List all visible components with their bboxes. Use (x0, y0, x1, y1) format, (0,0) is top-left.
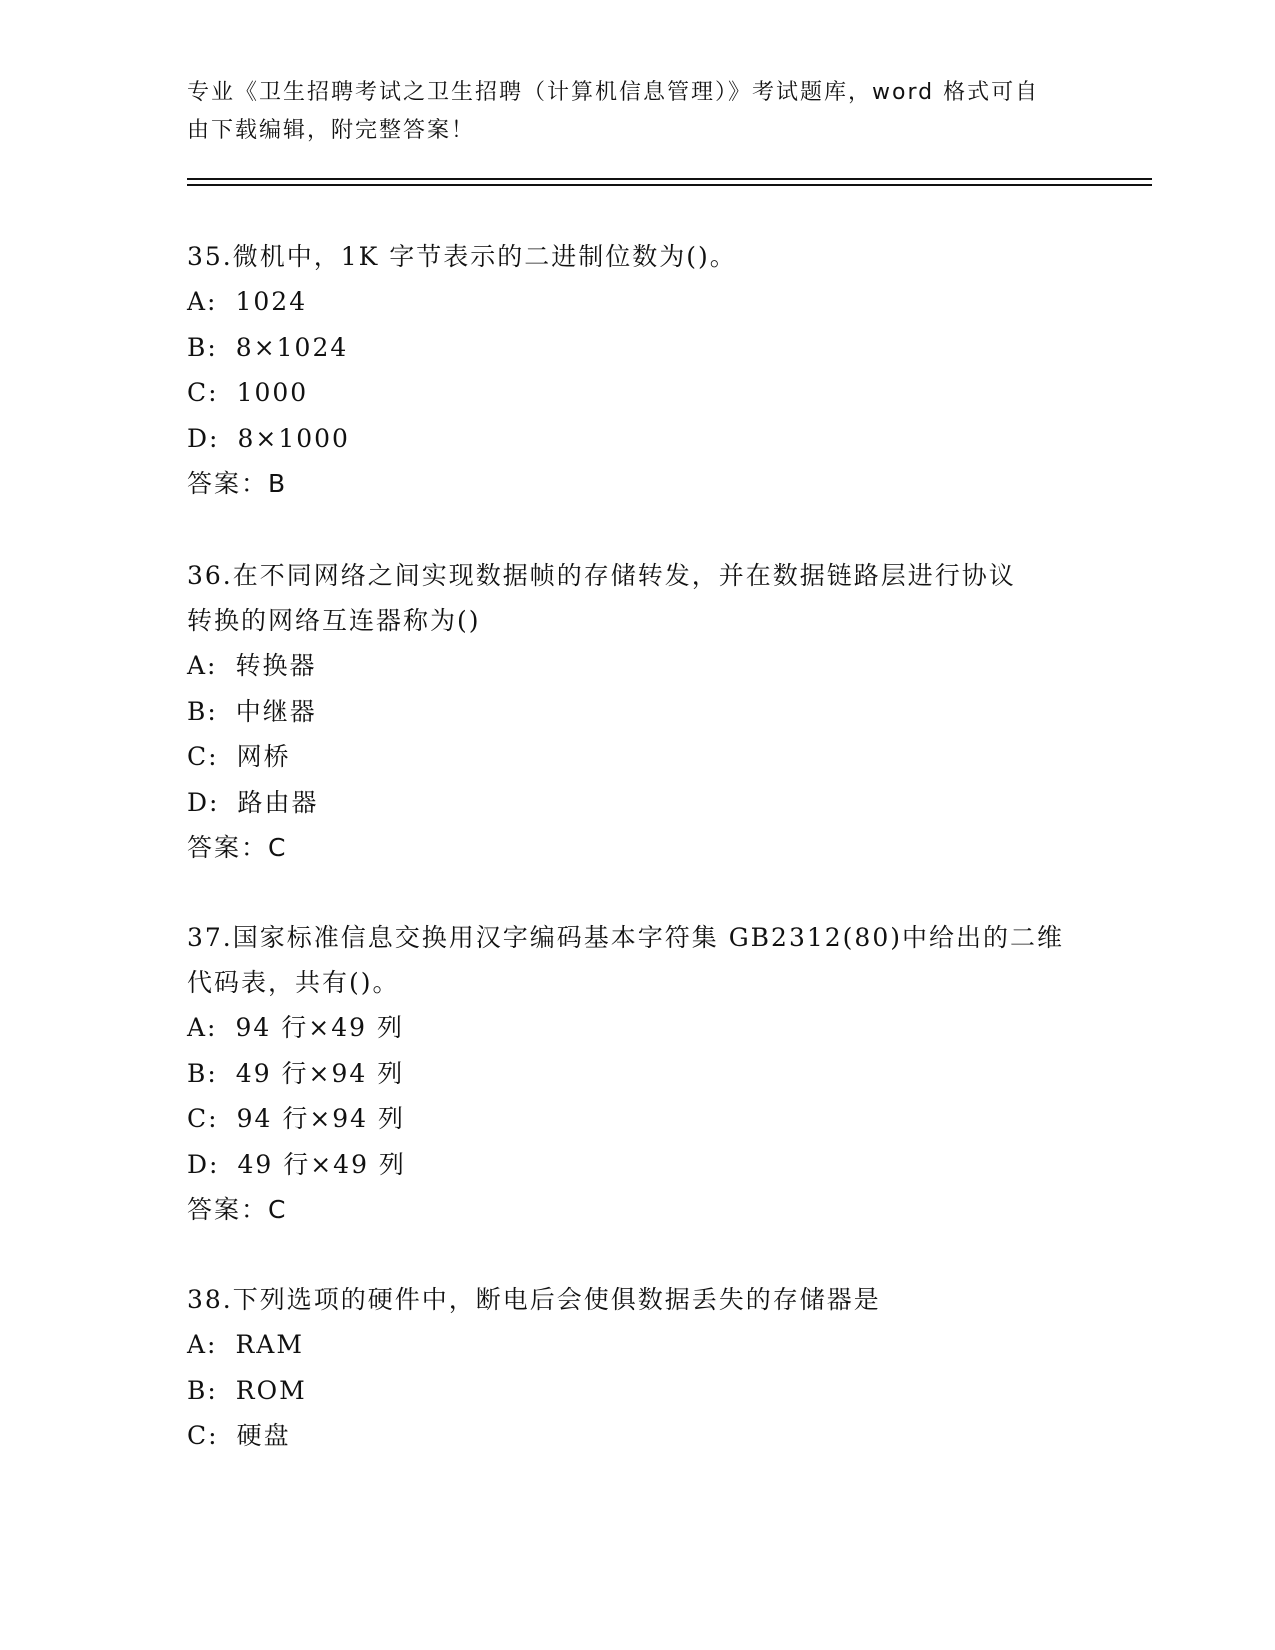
option-letter: A: (187, 651, 218, 680)
option-text: 1024 (235, 287, 308, 316)
header-rule-bottom (187, 184, 1152, 186)
option-letter: C: (187, 1104, 219, 1133)
option-text: 8×1000 (237, 423, 350, 453)
question-37 (187, 915, 1087, 1232)
option-a (187, 1322, 1087, 1368)
option-text: 1000 (236, 378, 309, 407)
option-text: 路由器 (237, 787, 319, 817)
option-c (187, 734, 1087, 780)
answer-key: 答案：C (187, 1195, 288, 1224)
option-letter: B: (187, 696, 218, 726)
question-35 (187, 234, 1087, 506)
document-header (187, 74, 1067, 150)
option-d (187, 1142, 1087, 1188)
option-text: 转换器 (235, 651, 317, 680)
option-c (187, 1413, 1087, 1459)
option-letter: A: (187, 287, 218, 316)
option-letter: A: (187, 1330, 218, 1359)
option-text: 49 行×49 列 (237, 1149, 406, 1179)
option-b (187, 689, 1087, 735)
option-a (187, 643, 1087, 689)
option-text: 49 行×94 列 (235, 1058, 405, 1088)
option-text: 硬盘 (236, 1421, 291, 1450)
option-c (187, 370, 1087, 416)
question-text: 36.在不同网络之间实现数据帧的存储转发，并在数据链路层进行协议 (187, 561, 1016, 590)
option-b (187, 325, 1087, 371)
option-c (187, 1096, 1087, 1142)
answer-key: 答案：B (187, 469, 288, 498)
option-letter: C: (187, 1421, 219, 1450)
header-line-1: 专业《卫生招聘考试之卫生招聘（计算机信息管理）》考试题库，word 格式可自 (187, 80, 1040, 105)
question-text-continued: 代码表，共有()。 (187, 968, 400, 997)
option-d (187, 780, 1087, 826)
option-b (187, 1051, 1087, 1097)
option-letter: B: (187, 1058, 218, 1088)
option-text: 94 行×94 列 (236, 1104, 406, 1133)
question-36 (187, 553, 1087, 870)
option-a (187, 279, 1087, 325)
option-a (187, 1005, 1087, 1051)
question-text: 35.微机中，1K 字节表示的二进制位数为()。 (187, 242, 737, 271)
option-letter: D: (187, 423, 220, 453)
header-line-2: 由下载编辑，附完整答案！ (187, 118, 476, 143)
question-text: 38.下列选项的硬件中，断电后会使俱数据丢失的存储器是 (187, 1285, 881, 1314)
option-letter: B: (187, 1375, 218, 1405)
question-text: 37.国家标准信息交换用汉字编码基本字符集 GB2312(80)中给出的二维 (187, 923, 1064, 952)
answer-key: 答案：C (187, 833, 288, 862)
option-letter: C: (187, 742, 219, 771)
option-letter: B: (187, 332, 218, 362)
option-letter: A: (187, 1013, 218, 1042)
option-b (187, 1368, 1087, 1414)
option-letter: D: (187, 787, 220, 817)
option-text: ROM (235, 1375, 307, 1405)
option-text: 8×1024 (235, 332, 349, 362)
option-letter: D: (187, 1149, 220, 1179)
question-38 (187, 1277, 1087, 1459)
option-text: 94 行×49 列 (235, 1013, 404, 1042)
option-text: 中继器 (235, 696, 317, 726)
option-text: 网桥 (236, 742, 291, 771)
header-rule-top (187, 178, 1152, 180)
option-d (187, 416, 1087, 462)
option-letter: C: (187, 378, 219, 407)
question-text-continued: 转换的网络互连器称为() (187, 606, 481, 635)
option-text: RAM (235, 1330, 304, 1359)
